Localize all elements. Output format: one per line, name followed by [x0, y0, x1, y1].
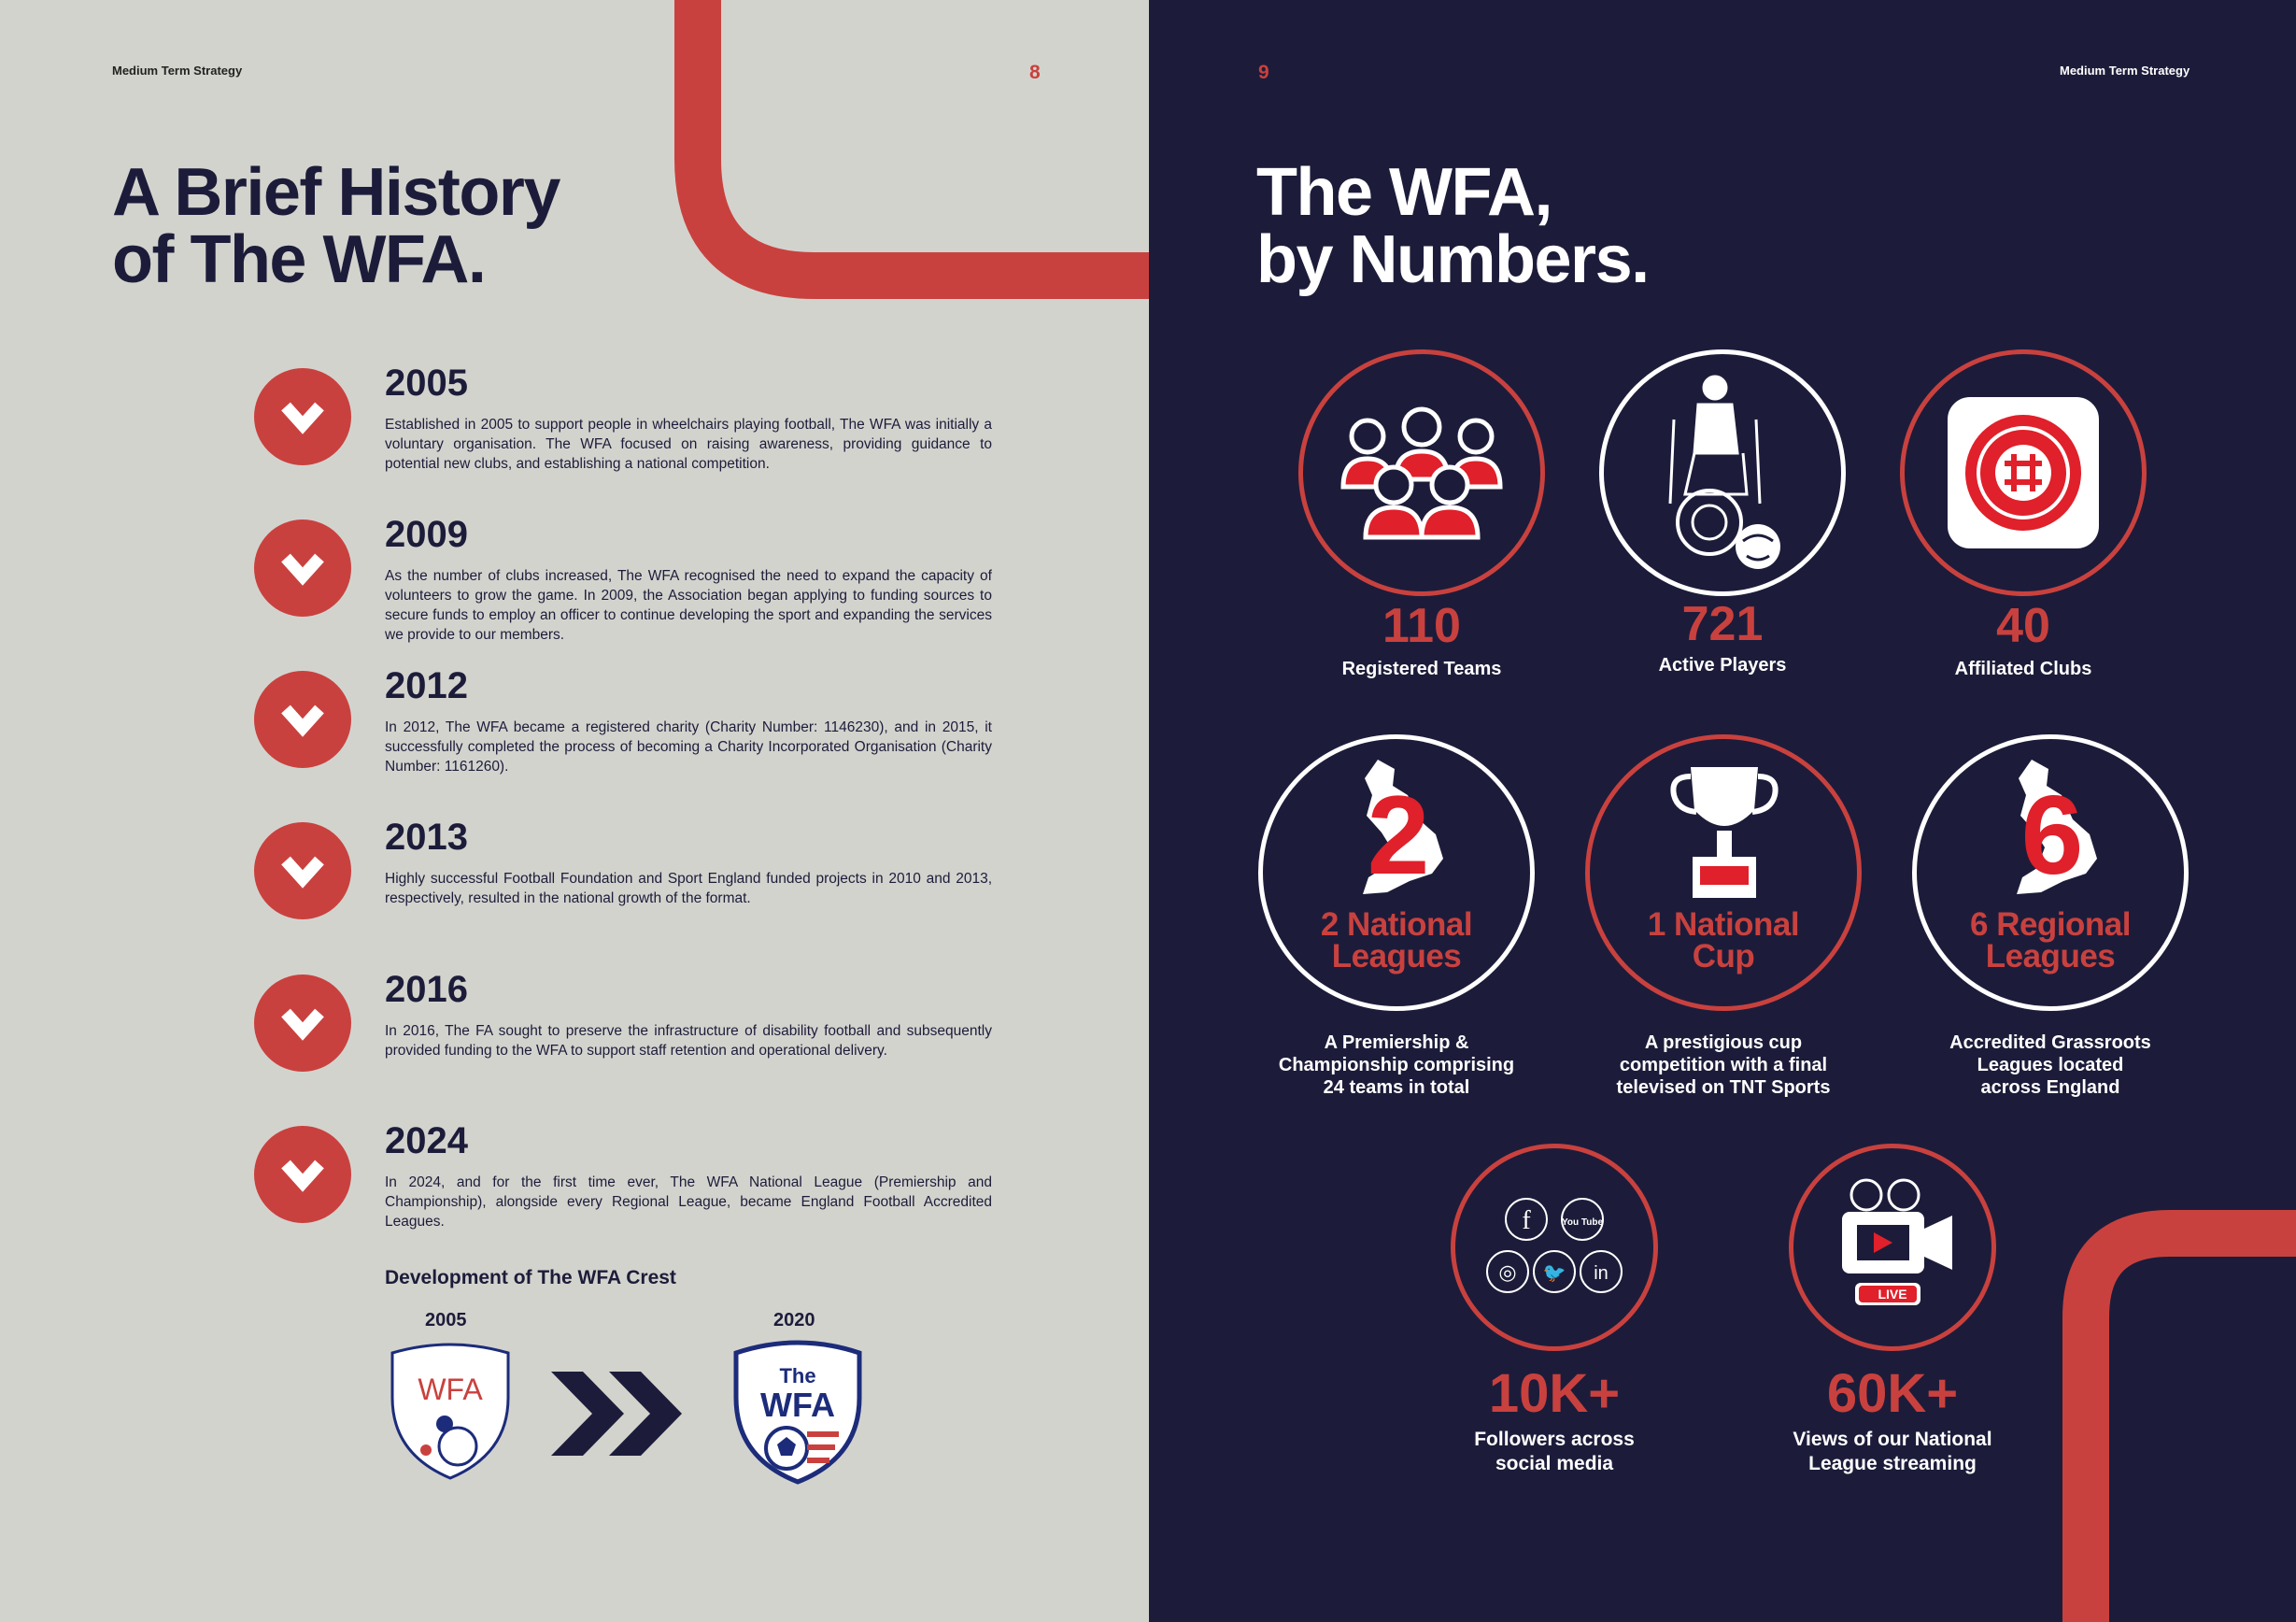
club-badge-icon: [1935, 384, 2112, 562]
old-wfa-crest-logo: [385, 1342, 516, 1482]
chevron-down-icon: [254, 975, 351, 1072]
crest-section-title: Development of The WFA Crest: [385, 1267, 676, 1288]
desc-line: Accredited Grassroots: [1949, 1032, 2151, 1053]
map-digit: 2: [1367, 773, 1430, 898]
title-line-2: by Numbers.: [1256, 222, 1649, 297]
chevron-down-icon: [254, 1126, 351, 1223]
timeline-year: 2013: [385, 817, 468, 858]
desc-line: A Premiership &: [1324, 1032, 1469, 1053]
england-map-icon: [1340, 758, 1453, 898]
video-camera-icon: [1818, 1173, 1967, 1322]
title-line-1: A Brief History: [112, 155, 560, 230]
stat-description: [1242, 1032, 1551, 1099]
desc-line: Leagues located: [1977, 1055, 2124, 1075]
desc-line: Views of our National: [1793, 1429, 1992, 1450]
crest-year-old: 2005: [425, 1310, 467, 1330]
page-number: 8: [1029, 62, 1041, 83]
stat-circle-players: [1599, 349, 1846, 596]
svg-text:You Tube: You Tube: [1561, 1217, 1604, 1228]
timeline-year: 2024: [385, 1120, 468, 1161]
svg-text:f: f: [1522, 1206, 1531, 1235]
people-group-icon: [1338, 401, 1506, 541]
live-badge: LIVE: [1878, 1287, 1907, 1302]
stat-label: Active Players: [1658, 655, 1787, 676]
running-head: Medium Term Strategy: [112, 64, 243, 78]
stat-description: [1569, 1032, 1878, 1099]
cup-label-line-2: Cup: [1692, 938, 1755, 975]
league-label: [1263, 906, 1530, 975]
page-title: [1256, 155, 1649, 297]
cup-label-line-1: 1 National: [1647, 906, 1800, 943]
new-wfa-crest-logo: [729, 1340, 867, 1486]
desc-line: social media: [1495, 1453, 1614, 1474]
stat-description: [1896, 1032, 2204, 1099]
svg-text:in: in: [1594, 1263, 1609, 1284]
svg-text:🐦: 🐦: [1542, 1261, 1566, 1284]
stat-circle-streaming: [1789, 1144, 1996, 1351]
timeline-text: Established in 2005 to support people in wheelchairs playing football, The WFA was initially a voluntary organisation. The WFA focused on raising awareness, providing guidance to potential new clubs, and establishing a national competition.: [385, 417, 992, 472]
timeline-item: [254, 665, 992, 811]
stat-circle-clubs: [1900, 349, 2147, 596]
timeline-text: Highly successful Football Foundation and Sport England funded projects in 2010 and 2013, respectively, resulted in the national growth of the format.: [385, 871, 992, 906]
stat-number: 10K+: [1488, 1363, 1621, 1424]
stat-circle-national-leagues: [1258, 734, 1535, 1011]
stat-number: 110: [1382, 599, 1461, 653]
desc-line: televised on TNT Sports: [1616, 1077, 1831, 1098]
timeline-year: 2005: [385, 363, 468, 404]
desc-line: across England: [1980, 1077, 2120, 1098]
stat-number: 60K+: [1826, 1363, 1959, 1424]
timeline-item: [254, 363, 992, 508]
stat-number: 721: [1681, 597, 1764, 651]
desc-line: competition with a final: [1619, 1055, 1828, 1075]
stat-label: Registered Teams: [1341, 659, 1502, 679]
double-chevron-right-icon: [551, 1372, 691, 1456]
desc-line: Championship comprising: [1278, 1055, 1515, 1075]
new-crest-text-top: The: [779, 1364, 816, 1387]
running-head: Medium Term Strategy: [2060, 64, 2190, 78]
timeline-text: In 2012, The WFA became a registered charity (Charity Number: 1146230), and in 2015, it successfully completed the process of becoming a Charity Incorporated Organisation (Charity Number: 1161260).: [385, 719, 992, 775]
map-digit: 6: [2020, 773, 2084, 898]
desc-line: League streaming: [1808, 1453, 1977, 1474]
league-label-line-1: 2 National: [1320, 906, 1473, 943]
league-label: [1917, 906, 2184, 975]
england-map-icon: [1994, 758, 2106, 898]
social-media-icon: [1484, 1191, 1624, 1303]
crest-year-new: 2020: [773, 1310, 815, 1330]
desc-line: A prestigious cup: [1644, 1032, 1803, 1053]
timeline-item: [254, 969, 992, 1115]
league-label-line-2: Leagues: [1331, 938, 1462, 975]
stat-number: 40: [1996, 599, 2050, 653]
desc-line: 24 teams in total: [1323, 1077, 1470, 1098]
league-label-line-2: Leagues: [1985, 938, 2116, 975]
chevron-down-icon: [254, 822, 351, 919]
stat-circle-regional-leagues: [1912, 734, 2189, 1011]
timeline-year: 2016: [385, 969, 468, 1010]
stat-label: Affiliated Clubs: [1954, 659, 2092, 679]
old-crest-text: WFA: [418, 1373, 483, 1406]
trophy-icon: [1668, 763, 1780, 903]
new-crest-text-main: WFA: [760, 1386, 835, 1424]
stat-description: [1752, 1428, 2033, 1476]
league-label-line-1: 6 Regional: [1970, 906, 2131, 943]
timeline-year: 2012: [385, 665, 468, 706]
page-number: 9: [1258, 62, 1269, 83]
cup-label: [1590, 906, 1857, 975]
chevron-down-icon: [254, 519, 351, 617]
wheelchair-player-icon: [1657, 363, 1797, 578]
title-line-1: The WFA,: [1256, 155, 1552, 230]
stat-circle-social: [1451, 1144, 1658, 1351]
timeline-text: As the number of clubs increased, The WFA recognised the need to expand the capacity of volunteers to grow the game. In 2009, the Association began applying to funding sources to secure funds to employ an officer to continue developing the sport and expanding the services we provide to our members.: [385, 568, 992, 643]
desc-line: Followers across: [1474, 1429, 1635, 1450]
right-page: [1149, 0, 2296, 1622]
title-line-2: of The WFA.: [112, 222, 486, 297]
timeline-item: [254, 1120, 992, 1266]
chevron-down-icon: [254, 368, 351, 465]
timeline-item: [254, 514, 992, 660]
timeline-text: In 2024, and for the first time ever, The WFA National League (Premiership and Championship), alongside every Regional League, became England Football Accredited Leagues.: [385, 1174, 992, 1230]
stat-circle-national-cup: [1585, 734, 1862, 1011]
page-title: [112, 155, 560, 297]
stat-description: [1414, 1428, 1694, 1476]
timeline-item: [254, 817, 992, 962]
timeline-text: In 2016, The FA sought to preserve the infrastructure of disability football and subsequently provided funding to the WFA to support staff retention and operational delivery.: [385, 1023, 992, 1059]
timeline-year: 2009: [385, 514, 468, 555]
svg-text:◎: ◎: [1498, 1261, 1517, 1285]
chevron-down-icon: [254, 671, 351, 768]
stat-circle-teams: [1298, 349, 1545, 596]
